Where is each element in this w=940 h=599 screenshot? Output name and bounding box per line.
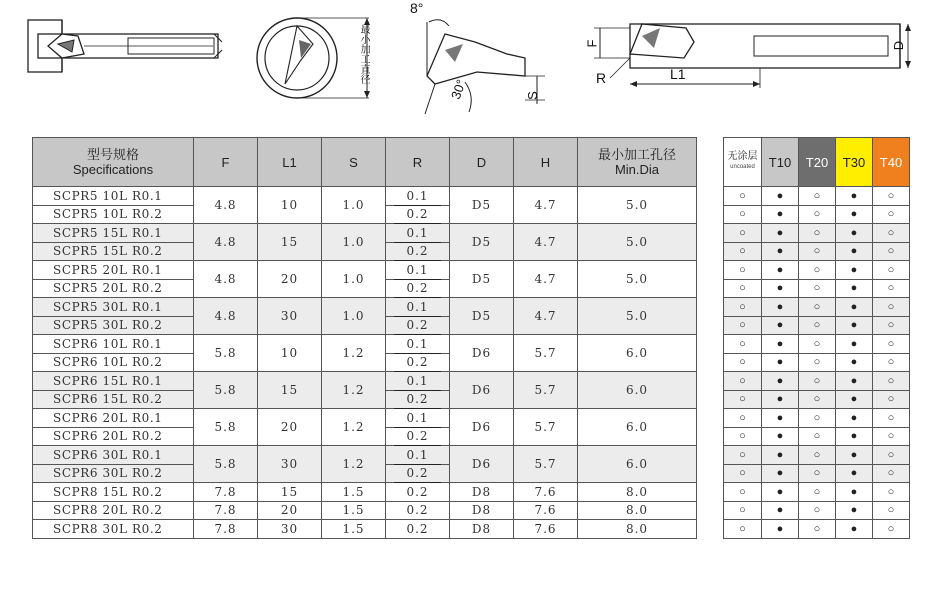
- hollow-dot-icon: ○: [799, 353, 836, 372]
- filled-dot-icon: ●: [762, 501, 799, 520]
- filled-dot-icon: ●: [762, 224, 799, 243]
- spec-l1: 15: [258, 372, 322, 409]
- filled-dot-icon: ●: [762, 242, 799, 261]
- spec-name: SCPR5 10L R0.2: [33, 205, 194, 224]
- hollow-dot-icon: ○: [799, 335, 836, 354]
- grade-row: [724, 464, 910, 483]
- spec-r: 0.1: [386, 298, 450, 317]
- spec-name: SCPR5 20L R0.1: [33, 261, 194, 280]
- grade-row: [724, 520, 910, 539]
- spec-h: 5.7: [514, 335, 578, 372]
- spec-min-dia: 6.0: [578, 335, 697, 372]
- spec-r: 0.2: [386, 464, 450, 483]
- hollow-dot-icon: ○: [724, 464, 762, 483]
- filled-dot-icon: ●: [762, 279, 799, 298]
- filled-dot-icon: ●: [762, 372, 799, 391]
- spec-row: [33, 409, 697, 428]
- grade-header-row: [724, 138, 910, 187]
- hollow-dot-icon: ○: [799, 464, 836, 483]
- hollow-dot-icon: ○: [799, 372, 836, 391]
- hollow-dot-icon: ○: [873, 464, 910, 483]
- grade-row: [724, 242, 910, 261]
- filled-dot-icon: ●: [836, 224, 873, 243]
- spec-d: D6: [450, 372, 514, 409]
- spec-l1: 30: [258, 446, 322, 483]
- header-min-dia-en: Min.Dia: [614, 162, 660, 177]
- spec-s: 1.5: [322, 483, 386, 502]
- spec-s: 1.0: [322, 298, 386, 335]
- spec-name: SCPR5 15L R0.1: [33, 224, 194, 243]
- spec-r: 0.1: [386, 187, 450, 206]
- header-d: D: [450, 138, 514, 187]
- filled-dot-icon: ●: [762, 298, 799, 317]
- filled-dot-icon: ●: [836, 279, 873, 298]
- spec-h: 5.7: [514, 446, 578, 483]
- spec-f: 5.8: [194, 335, 258, 372]
- hollow-dot-icon: ○: [873, 353, 910, 372]
- spec-f: 7.8: [194, 520, 258, 539]
- filled-dot-icon: ●: [836, 298, 873, 317]
- spec-s: 1.0: [322, 187, 386, 224]
- spec-s: 1.2: [322, 409, 386, 446]
- spec-name: SCPR8 20L R0.2: [33, 501, 194, 520]
- side-view-drawing: [28, 16, 228, 76]
- hollow-dot-icon: ○: [873, 224, 910, 243]
- spec-h: 4.7: [514, 298, 578, 335]
- spec-l1: 10: [258, 335, 322, 372]
- filled-dot-icon: ●: [836, 372, 873, 391]
- hollow-dot-icon: ○: [873, 483, 910, 502]
- min-dia-label: 最小加工直径: [358, 24, 369, 84]
- spec-h: 7.6: [514, 483, 578, 502]
- spec-d: D5: [450, 187, 514, 224]
- spec-name: SCPR6 30L R0.2: [33, 464, 194, 483]
- spec-header-row: [33, 138, 697, 187]
- hollow-dot-icon: ○: [799, 205, 836, 224]
- hollow-dot-icon: ○: [724, 353, 762, 372]
- spec-name: SCPR6 30L R0.1: [33, 446, 194, 465]
- spec-f: 5.8: [194, 372, 258, 409]
- spec-r: 0.2: [386, 353, 450, 372]
- spec-name: SCPR5 10L R0.1: [33, 187, 194, 206]
- spec-l1: 20: [258, 501, 322, 520]
- spec-f: 7.8: [194, 501, 258, 520]
- filled-dot-icon: ●: [836, 205, 873, 224]
- spec-d: D6: [450, 446, 514, 483]
- spec-row: [33, 372, 697, 391]
- spec-r: 0.2: [386, 316, 450, 335]
- header-s: S: [322, 138, 386, 187]
- grade-row: [724, 372, 910, 391]
- hollow-dot-icon: ○: [799, 261, 836, 280]
- spec-l1: 30: [258, 298, 322, 335]
- spec-r: 0.1: [386, 261, 450, 280]
- hollow-dot-icon: ○: [724, 427, 762, 446]
- grade-header-t40: T40: [873, 138, 910, 187]
- hollow-dot-icon: ○: [873, 279, 910, 298]
- grade-header-t10: T10: [762, 138, 799, 187]
- hollow-dot-icon: ○: [799, 483, 836, 502]
- hollow-dot-icon: ○: [724, 390, 762, 409]
- filled-dot-icon: ●: [762, 520, 799, 539]
- spec-row: [33, 261, 697, 280]
- spec-name: SCPR8 15L R0.2: [33, 483, 194, 502]
- spec-s: 1.0: [322, 224, 386, 261]
- spec-h: 4.7: [514, 261, 578, 298]
- spec-h: 7.6: [514, 501, 578, 520]
- spec-l1: 30: [258, 520, 322, 539]
- filled-dot-icon: ●: [762, 187, 799, 206]
- dim-r-label: R: [596, 70, 607, 86]
- tool-drawings: [0, 0, 940, 125]
- spec-h: 5.7: [514, 409, 578, 446]
- grade-row: [724, 409, 910, 428]
- filled-dot-icon: ●: [836, 353, 873, 372]
- spec-name: SCPR5 30L R0.2: [33, 316, 194, 335]
- spec-min-dia: 8.0: [578, 520, 697, 539]
- spec-r: 0.2: [386, 242, 450, 261]
- spec-d: D6: [450, 409, 514, 446]
- filled-dot-icon: ●: [762, 483, 799, 502]
- hollow-dot-icon: ○: [799, 409, 836, 428]
- filled-dot-icon: ●: [762, 464, 799, 483]
- hollow-dot-icon: ○: [724, 335, 762, 354]
- grade-row: [724, 446, 910, 465]
- hollow-dot-icon: ○: [799, 187, 836, 206]
- grade-row: [724, 501, 910, 520]
- hollow-dot-icon: ○: [799, 242, 836, 261]
- spec-row: [33, 520, 697, 539]
- hollow-dot-icon: ○: [873, 446, 910, 465]
- spec-r: 0.1: [386, 224, 450, 243]
- dim-s-label: S: [524, 91, 540, 100]
- spec-r: 0.2: [386, 205, 450, 224]
- spec-d: D8: [450, 520, 514, 539]
- spec-d: D5: [450, 298, 514, 335]
- hollow-dot-icon: ○: [724, 242, 762, 261]
- spec-min-dia: 5.0: [578, 187, 697, 224]
- spec-name: SCPR6 15L R0.2: [33, 390, 194, 409]
- spec-min-dia: 6.0: [578, 446, 697, 483]
- header-r: R: [386, 138, 450, 187]
- hollow-dot-icon: ○: [873, 205, 910, 224]
- spec-min-dia: 6.0: [578, 372, 697, 409]
- hollow-dot-icon: ○: [873, 372, 910, 391]
- grade-table: [723, 137, 910, 539]
- spec-l1: 15: [258, 224, 322, 261]
- spec-name: SCPR5 30L R0.1: [33, 298, 194, 317]
- spec-f: 4.8: [194, 224, 258, 261]
- angle-bottom-label: 30°: [448, 77, 469, 102]
- header-spec: [33, 138, 194, 187]
- grade-uncoated-en: uncoated: [730, 164, 755, 170]
- spec-r: 0.2: [386, 427, 450, 446]
- hollow-dot-icon: ○: [873, 390, 910, 409]
- header-f: F: [194, 138, 258, 187]
- dim-d-label: D: [891, 40, 907, 51]
- spec-f: 7.8: [194, 483, 258, 502]
- filled-dot-icon: ●: [762, 205, 799, 224]
- spec-min-dia: 5.0: [578, 298, 697, 335]
- filled-dot-icon: ●: [836, 446, 873, 465]
- spec-name: SCPR6 10L R0.1: [33, 335, 194, 354]
- hollow-dot-icon: ○: [724, 316, 762, 335]
- filled-dot-icon: ●: [836, 520, 873, 539]
- grade-header-uncoated: [724, 138, 762, 187]
- spec-f: 4.8: [194, 187, 258, 224]
- hollow-dot-icon: ○: [724, 372, 762, 391]
- spec-name: SCPR8 30L R0.2: [33, 520, 194, 539]
- spec-r: 0.2: [386, 520, 450, 539]
- grade-row: [724, 390, 910, 409]
- hollow-dot-icon: ○: [724, 187, 762, 206]
- hollow-dot-icon: ○: [724, 279, 762, 298]
- grade-row: [724, 205, 910, 224]
- spec-d: D5: [450, 261, 514, 298]
- spec-f: 4.8: [194, 298, 258, 335]
- dimension-drawing: [590, 14, 920, 94]
- filled-dot-icon: ●: [836, 187, 873, 206]
- spec-s: 1.2: [322, 335, 386, 372]
- spec-r: 0.2: [386, 279, 450, 298]
- hollow-dot-icon: ○: [873, 298, 910, 317]
- hollow-dot-icon: ○: [799, 298, 836, 317]
- spec-h: 5.7: [514, 372, 578, 409]
- spec-s: 1.2: [322, 372, 386, 409]
- filled-dot-icon: ●: [762, 353, 799, 372]
- spec-min-dia: 8.0: [578, 483, 697, 502]
- hollow-dot-icon: ○: [724, 483, 762, 502]
- grade-row: [724, 483, 910, 502]
- hollow-dot-icon: ○: [873, 501, 910, 520]
- spec-l1: 20: [258, 409, 322, 446]
- grade-row: [724, 353, 910, 372]
- filled-dot-icon: ●: [836, 409, 873, 428]
- spec-h: 4.7: [514, 187, 578, 224]
- header-spec-en: Specifications: [72, 162, 154, 177]
- spec-row: [33, 446, 697, 465]
- spec-f: 4.8: [194, 261, 258, 298]
- spec-d: D8: [450, 483, 514, 502]
- hollow-dot-icon: ○: [799, 520, 836, 539]
- hollow-dot-icon: ○: [724, 501, 762, 520]
- filled-dot-icon: ●: [836, 427, 873, 446]
- header-h: H: [514, 138, 578, 187]
- hollow-dot-icon: ○: [724, 205, 762, 224]
- filled-dot-icon: ●: [762, 335, 799, 354]
- hollow-dot-icon: ○: [724, 261, 762, 280]
- spec-r: 0.2: [386, 501, 450, 520]
- hollow-dot-icon: ○: [799, 390, 836, 409]
- hollow-dot-icon: ○: [799, 427, 836, 446]
- spec-f: 5.8: [194, 446, 258, 483]
- spec-f: 5.8: [194, 409, 258, 446]
- hollow-dot-icon: ○: [873, 335, 910, 354]
- spec-row: [33, 335, 697, 354]
- hollow-dot-icon: ○: [799, 446, 836, 465]
- spec-min-dia: 6.0: [578, 409, 697, 446]
- dim-f-label: F: [584, 39, 600, 48]
- filled-dot-icon: ●: [836, 483, 873, 502]
- filled-dot-icon: ●: [762, 316, 799, 335]
- spec-name: SCPR6 15L R0.1: [33, 372, 194, 391]
- filled-dot-icon: ●: [762, 261, 799, 280]
- hollow-dot-icon: ○: [799, 279, 836, 298]
- spec-r: 0.2: [386, 390, 450, 409]
- spec-row: [33, 187, 697, 206]
- grade-row: [724, 261, 910, 280]
- spec-name: SCPR6 20L R0.2: [33, 427, 194, 446]
- spec-s: 1.5: [322, 520, 386, 539]
- hollow-dot-icon: ○: [724, 446, 762, 465]
- grade-row: [724, 224, 910, 243]
- hollow-dot-icon: ○: [873, 316, 910, 335]
- grade-header-t20: T20: [799, 138, 836, 187]
- header-min-dia-cn: 最小加工孔径: [597, 147, 676, 162]
- spec-h: 4.7: [514, 224, 578, 261]
- hollow-dot-icon: ○: [873, 520, 910, 539]
- hollow-dot-icon: ○: [799, 501, 836, 520]
- filled-dot-icon: ●: [836, 390, 873, 409]
- filled-dot-icon: ●: [836, 242, 873, 261]
- filled-dot-icon: ●: [836, 464, 873, 483]
- spec-s: 1.2: [322, 446, 386, 483]
- filled-dot-icon: ●: [836, 261, 873, 280]
- spec-r: 0.1: [386, 335, 450, 354]
- spec-name: SCPR6 10L R0.2: [33, 353, 194, 372]
- hollow-dot-icon: ○: [873, 409, 910, 428]
- angle-top-label: 8°: [410, 0, 424, 16]
- grade-row: [724, 187, 910, 206]
- spec-l1: 15: [258, 483, 322, 502]
- filled-dot-icon: ●: [762, 409, 799, 428]
- spec-h: 7.6: [514, 520, 578, 539]
- spec-row: [33, 298, 697, 317]
- header-l1: L1: [258, 138, 322, 187]
- hollow-dot-icon: ○: [724, 224, 762, 243]
- spec-min-dia: 8.0: [578, 501, 697, 520]
- hollow-dot-icon: ○: [799, 316, 836, 335]
- spec-name: SCPR5 20L R0.2: [33, 279, 194, 298]
- spec-table: [32, 137, 697, 539]
- spec-r: 0.2: [386, 483, 450, 502]
- spec-l1: 10: [258, 187, 322, 224]
- filled-dot-icon: ●: [836, 501, 873, 520]
- spec-s: 1.0: [322, 261, 386, 298]
- spec-l1: 20: [258, 261, 322, 298]
- spec-name: SCPR5 15L R0.2: [33, 242, 194, 261]
- filled-dot-icon: ●: [762, 446, 799, 465]
- grade-row: [724, 279, 910, 298]
- filled-dot-icon: ●: [762, 427, 799, 446]
- header-min-dia: [578, 138, 697, 187]
- spec-name: SCPR6 20L R0.1: [33, 409, 194, 428]
- spec-row: [33, 501, 697, 520]
- hollow-dot-icon: ○: [724, 409, 762, 428]
- hollow-dot-icon: ○: [873, 187, 910, 206]
- grade-header-t30: T30: [836, 138, 873, 187]
- grade-row: [724, 335, 910, 354]
- spec-d: D6: [450, 335, 514, 372]
- filled-dot-icon: ●: [836, 316, 873, 335]
- spec-r: 0.1: [386, 372, 450, 391]
- hollow-dot-icon: ○: [873, 242, 910, 261]
- hollow-dot-icon: ○: [724, 298, 762, 317]
- spec-row: [33, 224, 697, 243]
- filled-dot-icon: ●: [836, 335, 873, 354]
- grade-row: [724, 316, 910, 335]
- hollow-dot-icon: ○: [799, 224, 836, 243]
- spec-r: 0.1: [386, 446, 450, 465]
- filled-dot-icon: ●: [762, 390, 799, 409]
- spec-s: 1.5: [322, 501, 386, 520]
- grade-uncoated-cn: 无涂层: [727, 151, 758, 162]
- spec-d: D8: [450, 501, 514, 520]
- header-spec-cn: 型号规格: [86, 147, 139, 162]
- spec-d: D5: [450, 224, 514, 261]
- hollow-dot-icon: ○: [873, 261, 910, 280]
- spec-min-dia: 5.0: [578, 224, 697, 261]
- grade-row: [724, 427, 910, 446]
- hollow-dot-icon: ○: [873, 427, 910, 446]
- spec-row: [33, 483, 697, 502]
- hollow-dot-icon: ○: [724, 520, 762, 539]
- spec-r: 0.1: [386, 409, 450, 428]
- dim-l1-label: L1: [670, 66, 686, 82]
- spec-min-dia: 5.0: [578, 261, 697, 298]
- grade-row: [724, 298, 910, 317]
